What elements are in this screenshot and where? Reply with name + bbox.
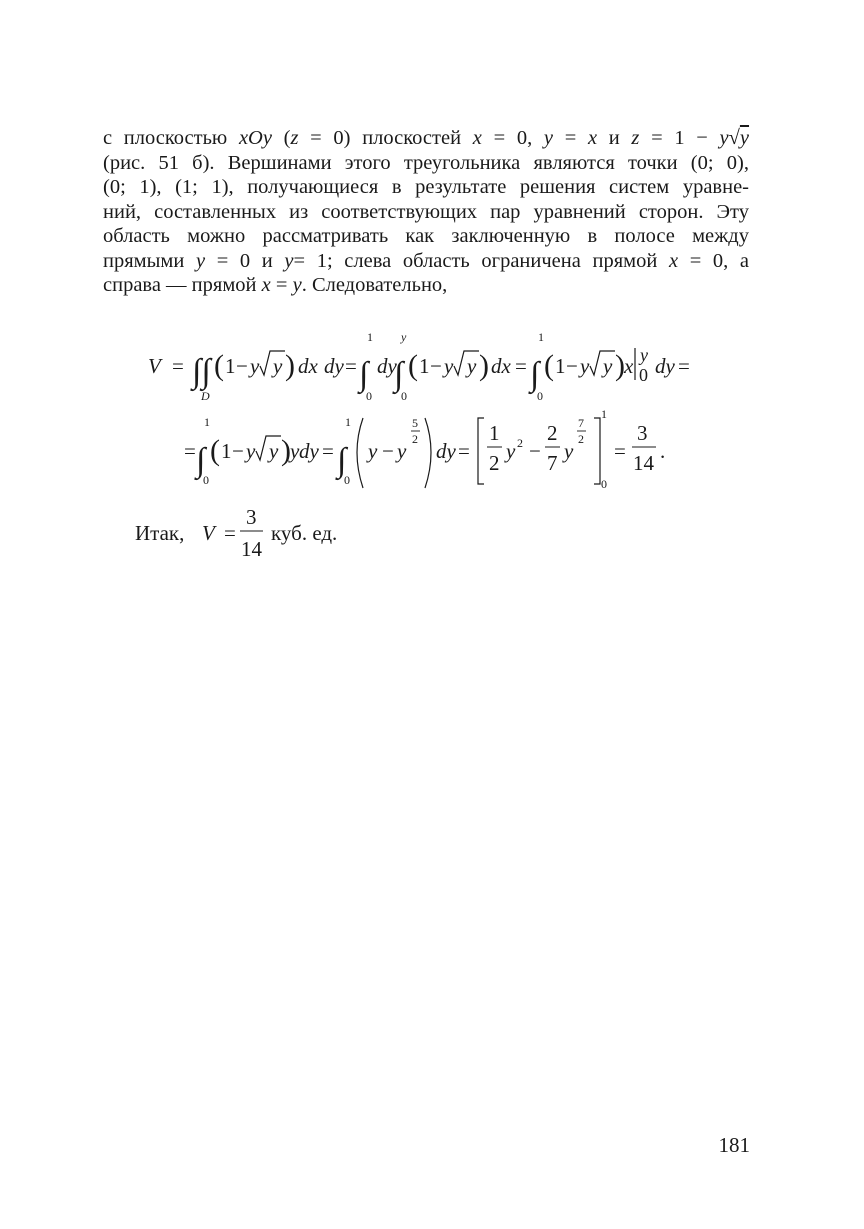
conclusion-unit: куб. ед. (271, 521, 338, 545)
text-line-5: область можно рассматривать как заключенную в полосе между (103, 225, 749, 247)
svg-text:1: 1 (367, 330, 373, 344)
conclusion-prefix: Итак, (135, 521, 185, 545)
svg-text:−: − (529, 439, 541, 463)
svg-text:): ) (615, 349, 625, 382)
svg-text:2: 2 (578, 432, 584, 446)
svg-text:.: . (660, 439, 666, 463)
svg-text:2: 2 (517, 436, 523, 450)
text-line-6: прямыми y = 0 и y= 1; слева область ограничена прямой x = 0, а (103, 249, 749, 272)
page-number: 181 (718, 1133, 750, 1157)
text-line-2: (рис. 51 б). Вершинами этого треугольника являются точки (0; 0), (103, 151, 749, 174)
integral-sign: ∫ (337, 442, 347, 479)
svg-text:(: ( (210, 434, 220, 467)
svg-text:0: 0 (537, 389, 543, 403)
svg-text:y: y (444, 354, 454, 378)
svg-text:dx: dx (491, 354, 511, 378)
conclusion-denominator: 14 (241, 537, 262, 561)
svg-text:=: = (614, 439, 626, 463)
svg-text:y: y (246, 439, 256, 463)
svg-text:=: = (322, 439, 334, 463)
svg-text:1: 1 (538, 330, 544, 344)
formula-line-2 (184, 407, 665, 491)
svg-text:0: 0 (344, 473, 350, 487)
conclusion-line (135, 505, 337, 561)
svg-text:2: 2 (412, 432, 418, 446)
svg-text:5: 5 (412, 416, 418, 430)
svg-text:(: ( (544, 349, 554, 382)
svg-text:2: 2 (547, 421, 558, 445)
svg-text:1: 1 (601, 407, 607, 421)
svg-text:1: 1 (225, 354, 236, 378)
integral-sign: ∫ (359, 356, 369, 393)
svg-text:V: V (202, 521, 215, 545)
svg-text:y: y (290, 439, 300, 463)
svg-text:1: 1 (221, 439, 232, 463)
text-line-7: справа — прямой x = y. Следовательно, (103, 274, 448, 296)
svg-text:=: = (678, 354, 690, 378)
svg-text:): ) (479, 349, 489, 382)
svg-text:dy: dy (655, 354, 675, 378)
svg-text:−: − (232, 439, 244, 463)
svg-text:y: y (368, 439, 378, 463)
svg-text:=: = (458, 439, 470, 463)
svg-text:2: 2 (489, 451, 500, 475)
svg-text:y: y (250, 354, 260, 378)
svg-text:(: ( (408, 349, 418, 382)
svg-text:3: 3 (637, 421, 648, 445)
svg-text:y: y (580, 354, 590, 378)
integral-sign: ∫ (196, 442, 206, 479)
svg-text:−: − (566, 354, 578, 378)
svg-text:1: 1 (419, 354, 430, 378)
svg-text:0: 0 (366, 389, 372, 403)
svg-text:=: = (224, 521, 236, 545)
svg-text:y: y (640, 345, 648, 365)
svg-text:y: y (401, 330, 407, 344)
svg-text:y: y (564, 439, 574, 463)
svg-text:0: 0 (401, 389, 407, 403)
region-D: D (201, 389, 210, 403)
svg-text:x: x (624, 354, 634, 378)
text-line-1: с плоскостью xOy (z = 0) плоскостей x = 0, y = x и z = 1 − y√y (103, 127, 750, 149)
svg-text:dy: dy (377, 354, 397, 378)
svg-text:=: = (345, 354, 357, 378)
svg-text:0: 0 (639, 365, 648, 385)
svg-text:7: 7 (547, 451, 558, 475)
svg-text:=: = (184, 439, 196, 463)
integral-sign: ∫ (530, 356, 540, 393)
text-line-3: (0; 1), (1; 1), получающиеся в результате решения систем уравне- (103, 176, 749, 198)
svg-text:1: 1 (345, 415, 351, 429)
svg-text:y: y (273, 354, 283, 378)
svg-text:dx: dx (298, 354, 318, 378)
svg-text:1: 1 (489, 421, 500, 445)
svg-text:7: 7 (578, 416, 584, 430)
svg-text:=: = (172, 354, 184, 378)
svg-text:y: y (467, 354, 477, 378)
svg-text:): ) (281, 434, 291, 467)
svg-text:): ) (285, 349, 295, 382)
svg-text:dy: dy (436, 439, 456, 463)
svg-text:y: y (603, 354, 613, 378)
svg-text:dy: dy (299, 439, 319, 463)
svg-text:dy: dy (324, 354, 344, 378)
volume-symbol: V (148, 354, 161, 378)
svg-text:−: − (382, 439, 394, 463)
svg-text:y: y (269, 439, 279, 463)
svg-text:1: 1 (204, 415, 210, 429)
conclusion-numerator: 3 (246, 505, 257, 529)
double-integral-sign: ∫∫ (192, 353, 211, 390)
svg-text:1: 1 (555, 354, 566, 378)
svg-text:14: 14 (633, 451, 654, 475)
svg-text:(: ( (214, 349, 224, 382)
text-line-4: ний, составленных из соответствующих пар уравнений сторон. Эту (103, 200, 749, 223)
svg-text:=: = (515, 354, 527, 378)
svg-text:−: − (430, 354, 442, 378)
formula-line-1 (148, 330, 690, 403)
svg-text:0: 0 (203, 473, 209, 487)
svg-text:y: y (506, 439, 516, 463)
svg-text:y: y (397, 439, 407, 463)
svg-text:−: − (236, 354, 248, 378)
svg-text:0: 0 (601, 477, 607, 491)
integral-sign: ∫ (394, 356, 404, 393)
